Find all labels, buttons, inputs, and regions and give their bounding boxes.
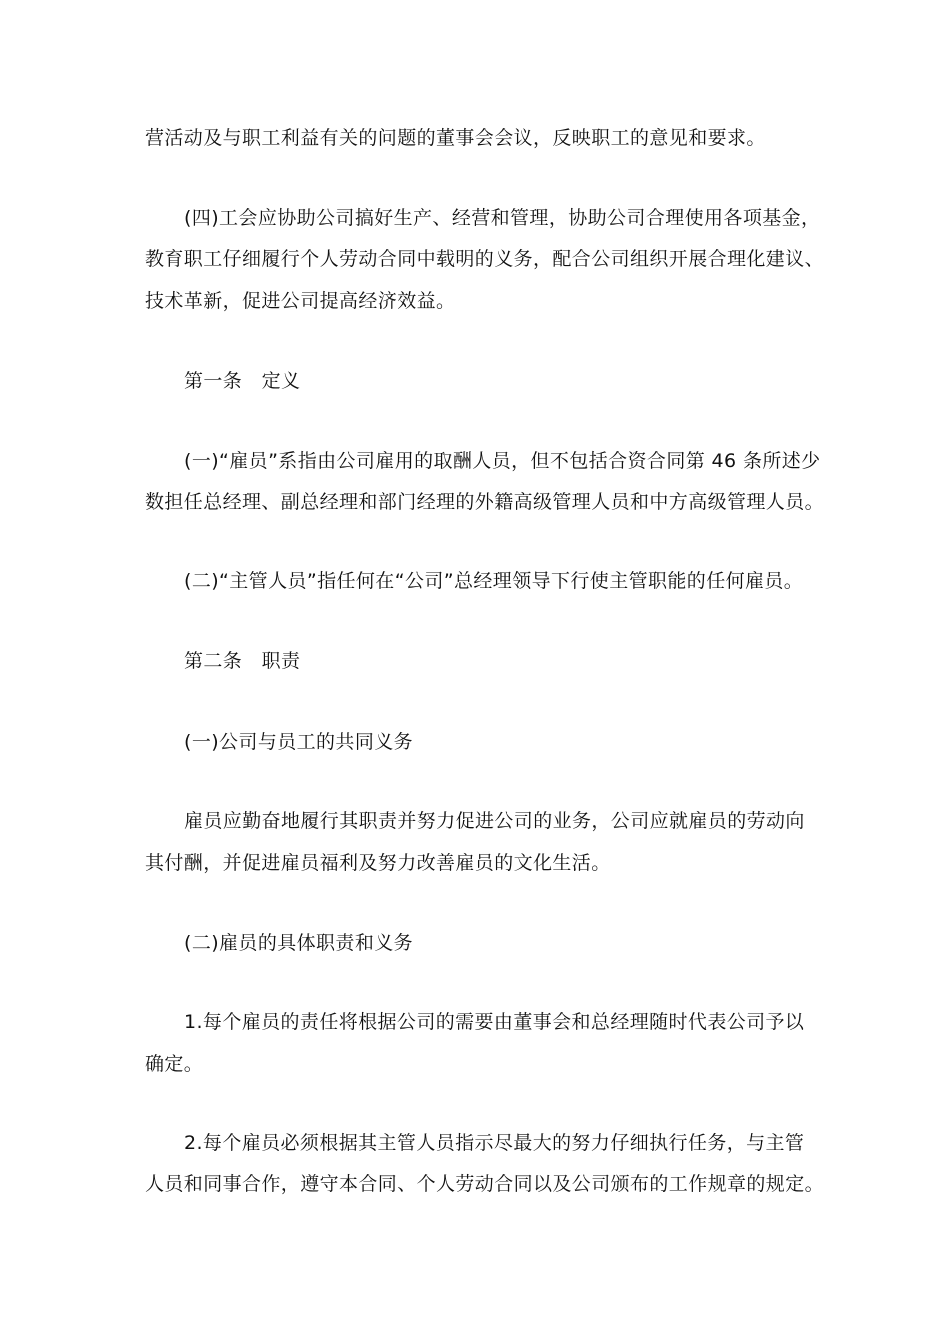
paragraph-line: 数担任总经理、副总经理和部门经理的外籍高级管理人员和中方高级管理人员。 (145, 491, 825, 513)
article-heading: 第二条 职责 (184, 650, 301, 672)
paragraph-line: 1.每个雇员的责任将根据公司的需要由董事会和总经理随时代表公司予以 (184, 1011, 805, 1033)
paragraph-line: 其付酬，并促进雇员福利及努力改善雇员的文化生活。 (145, 852, 611, 874)
paragraph-line: (二)雇员的具体职责和义务 (184, 932, 414, 954)
paragraph-line: 技术革新，促进公司提高经济效益。 (145, 290, 456, 312)
paragraph-line: (一)公司与员工的共同义务 (184, 731, 414, 753)
paragraph-line: 雇员应勤奋地履行其职责并努力促进公司的业务，公司应就雇员的劳动向 (184, 810, 805, 832)
paragraph-line: (四)工会应协助公司搞好生产、经营和管理，协助公司合理使用各项基金， (184, 207, 821, 229)
paragraph-line: 人员和同事合作，遵守本合同、个人劳动合同以及公司颁布的工作规章的规定。 (145, 1173, 825, 1195)
paragraph-line: (一)“雇员”系指由公司雇用的取酬人员，但不包括合资合同第 46 条所述少 (184, 450, 821, 472)
article-heading: 第一条 定义 (184, 370, 301, 392)
paragraph-line: (二)“主管人员”指任何在“公司”总经理领导下行使主管职能的任何雇员。 (184, 570, 804, 592)
paragraph-line: 2.每个雇员必须根据其主管人员指示尽最大的努力仔细执行任务，与主管 (184, 1132, 805, 1154)
paragraph-line: 营活动及与职工利益有关的问题的董事会会议，反映职工的意见和要求。 (145, 127, 766, 149)
paragraph-line: 确定。 (145, 1053, 204, 1075)
paragraph-line: 教育职工仔细履行个人劳动合同中载明的义务，配合公司组织开展合理化建议、 (145, 248, 825, 270)
